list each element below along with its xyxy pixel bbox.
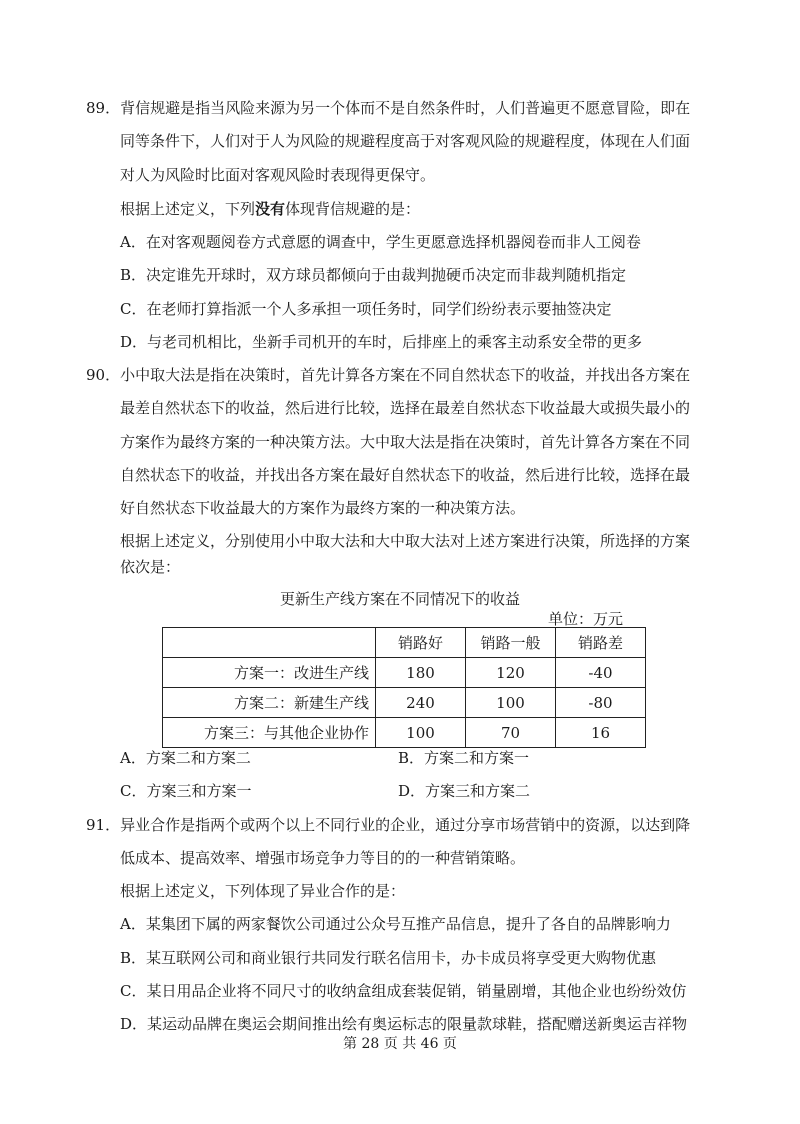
q90-stem-line-2: 最差自然状态下的收益，然后进行比较，选择在最差自然状态下收益最大或损失最小的: [120, 399, 691, 417]
q89-prompt-pre: 根据上述定义，下列: [120, 200, 256, 218]
table-header-cell: 销路一般: [466, 628, 556, 658]
q89-prompt: [120, 198, 420, 220]
q91-stem-line-1: 91．异业合作是指两个或两个以上不同行业的企业，通过分享市场营销中的资源，以达到降: [86, 816, 691, 834]
q89-prompt-bold: 没有: [255, 200, 286, 218]
table-cell: 240: [376, 688, 466, 718]
q90-prompt-line-2: 依次是：: [120, 558, 181, 576]
q91-option-d: D．某运动品牌在奥运会期间推出绘有奥运标志的限量款球鞋，搭配赠送新奥运吉祥物: [120, 1015, 688, 1033]
q89-option-b: B．决定谁先开球时，双方球员都倾向于由裁判抛硬币决定而非裁判随机指定: [120, 266, 627, 284]
q91-option-b: B．某互联网公司和商业银行共同发行联名信用卡，办卡成员将享受更大购物优惠: [120, 949, 657, 967]
q90-option-a: A．方案二和方案二: [120, 749, 251, 767]
q90-stem-line-5: 好自然状态下收益最大的方案作为最终方案的一种决策方法。: [120, 499, 526, 517]
table-unit: 单位：万元: [548, 610, 624, 628]
table-cell: 100: [376, 718, 466, 748]
payoff-table: [162, 627, 646, 748]
table-cell: 70: [466, 718, 556, 748]
table-cell: 180: [376, 658, 466, 688]
table-header-cell: 销路好: [376, 628, 466, 658]
q91-stem-line-2: 低成本、提高效率、增强市场竞争力等目的的一种营销策略。: [120, 849, 526, 867]
table-cell: 16: [556, 718, 646, 748]
q90-stem-line-4: 自然状态下的收益，并找出各方案在最好自然状态下的收益，然后进行比较，选择在最: [120, 466, 691, 484]
q89-stem-line-3: 对人为风险时比面对客观风险时表现得更保守。: [120, 166, 436, 184]
q91-option-a: A．某集团下属的两家餐饮公司通过公众号互推产品信息，提升了各自的品牌影响力: [120, 915, 671, 933]
q90-stem-line-3: 方案作为最终方案的一种决策方法。大中取大法是指在决策时，首先计算各方案在不同: [120, 433, 691, 451]
table-header-row: [163, 628, 646, 658]
table-header-cell: 销路差: [556, 628, 646, 658]
table-row-label: 方案二：新建生产线: [163, 688, 376, 718]
page-footer: 第 28 页 共 46 页: [343, 1036, 457, 1052]
table-title: 更新生产线方案在不同情况下的收益: [279, 590, 520, 608]
table-header-cell: [163, 628, 376, 658]
table-cell: 120: [466, 658, 556, 688]
q89-option-d: D．与老司机相比，坐新手司机开的车时，后排座上的乘客主动系安全带的更多: [120, 333, 643, 351]
q90-prompt-line-1: 根据上述定义，分别使用小中取大法和大中取大法对上述方案进行决策，所选择的方案: [120, 532, 691, 550]
table-row: [163, 688, 646, 718]
table-cell: 100: [466, 688, 556, 718]
q90-stem-line-1: 90．小中取大法是指在决策时，首先计算各方案在不同自然状态下的收益，并找出各方案在: [86, 366, 691, 384]
table-row: [163, 718, 646, 748]
q90-option-d: D．方案三和方案二: [398, 782, 531, 800]
q89-stem-line-1: 89．背信规避是指当风险来源为另一个体而不是自然条件时，人们普遍更不愿意冒险，即在: [86, 99, 691, 117]
table-row-label: 方案一：改进生产线: [163, 658, 376, 688]
q90-option-c: C．方案三和方案一: [120, 782, 252, 800]
q89-prompt-post: 体现背信规避的是：: [285, 200, 421, 218]
q91-option-c: C．某日用品企业将不同尺寸的收纳盒组成套装促销，销量剧增，其他企业也纷纷效仿: [120, 982, 687, 1000]
table-cell: -80: [556, 688, 646, 718]
q89-option-c: C．在老师打算指派一个人多承担一项任务时，同学们纷纷表示要抽签决定: [120, 300, 612, 318]
table-row-label: 方案三：与其他企业协作: [163, 718, 376, 748]
q91-prompt: 根据上述定义，下列体现了异业合作的是：: [120, 882, 406, 900]
q89-stem-line-2: 同等条件下，人们对于人为风险的规避程度高于对客观风险的规避程度，体现在人们面: [120, 132, 691, 150]
q89-option-a: A．在对客观题阅卷方式意愿的调查中，学生更愿意选择机器阅卷而非人工阅卷: [120, 233, 641, 251]
table-cell: -40: [556, 658, 646, 688]
table-row: [163, 658, 646, 688]
q90-option-b: B．方案二和方案一: [398, 749, 530, 767]
